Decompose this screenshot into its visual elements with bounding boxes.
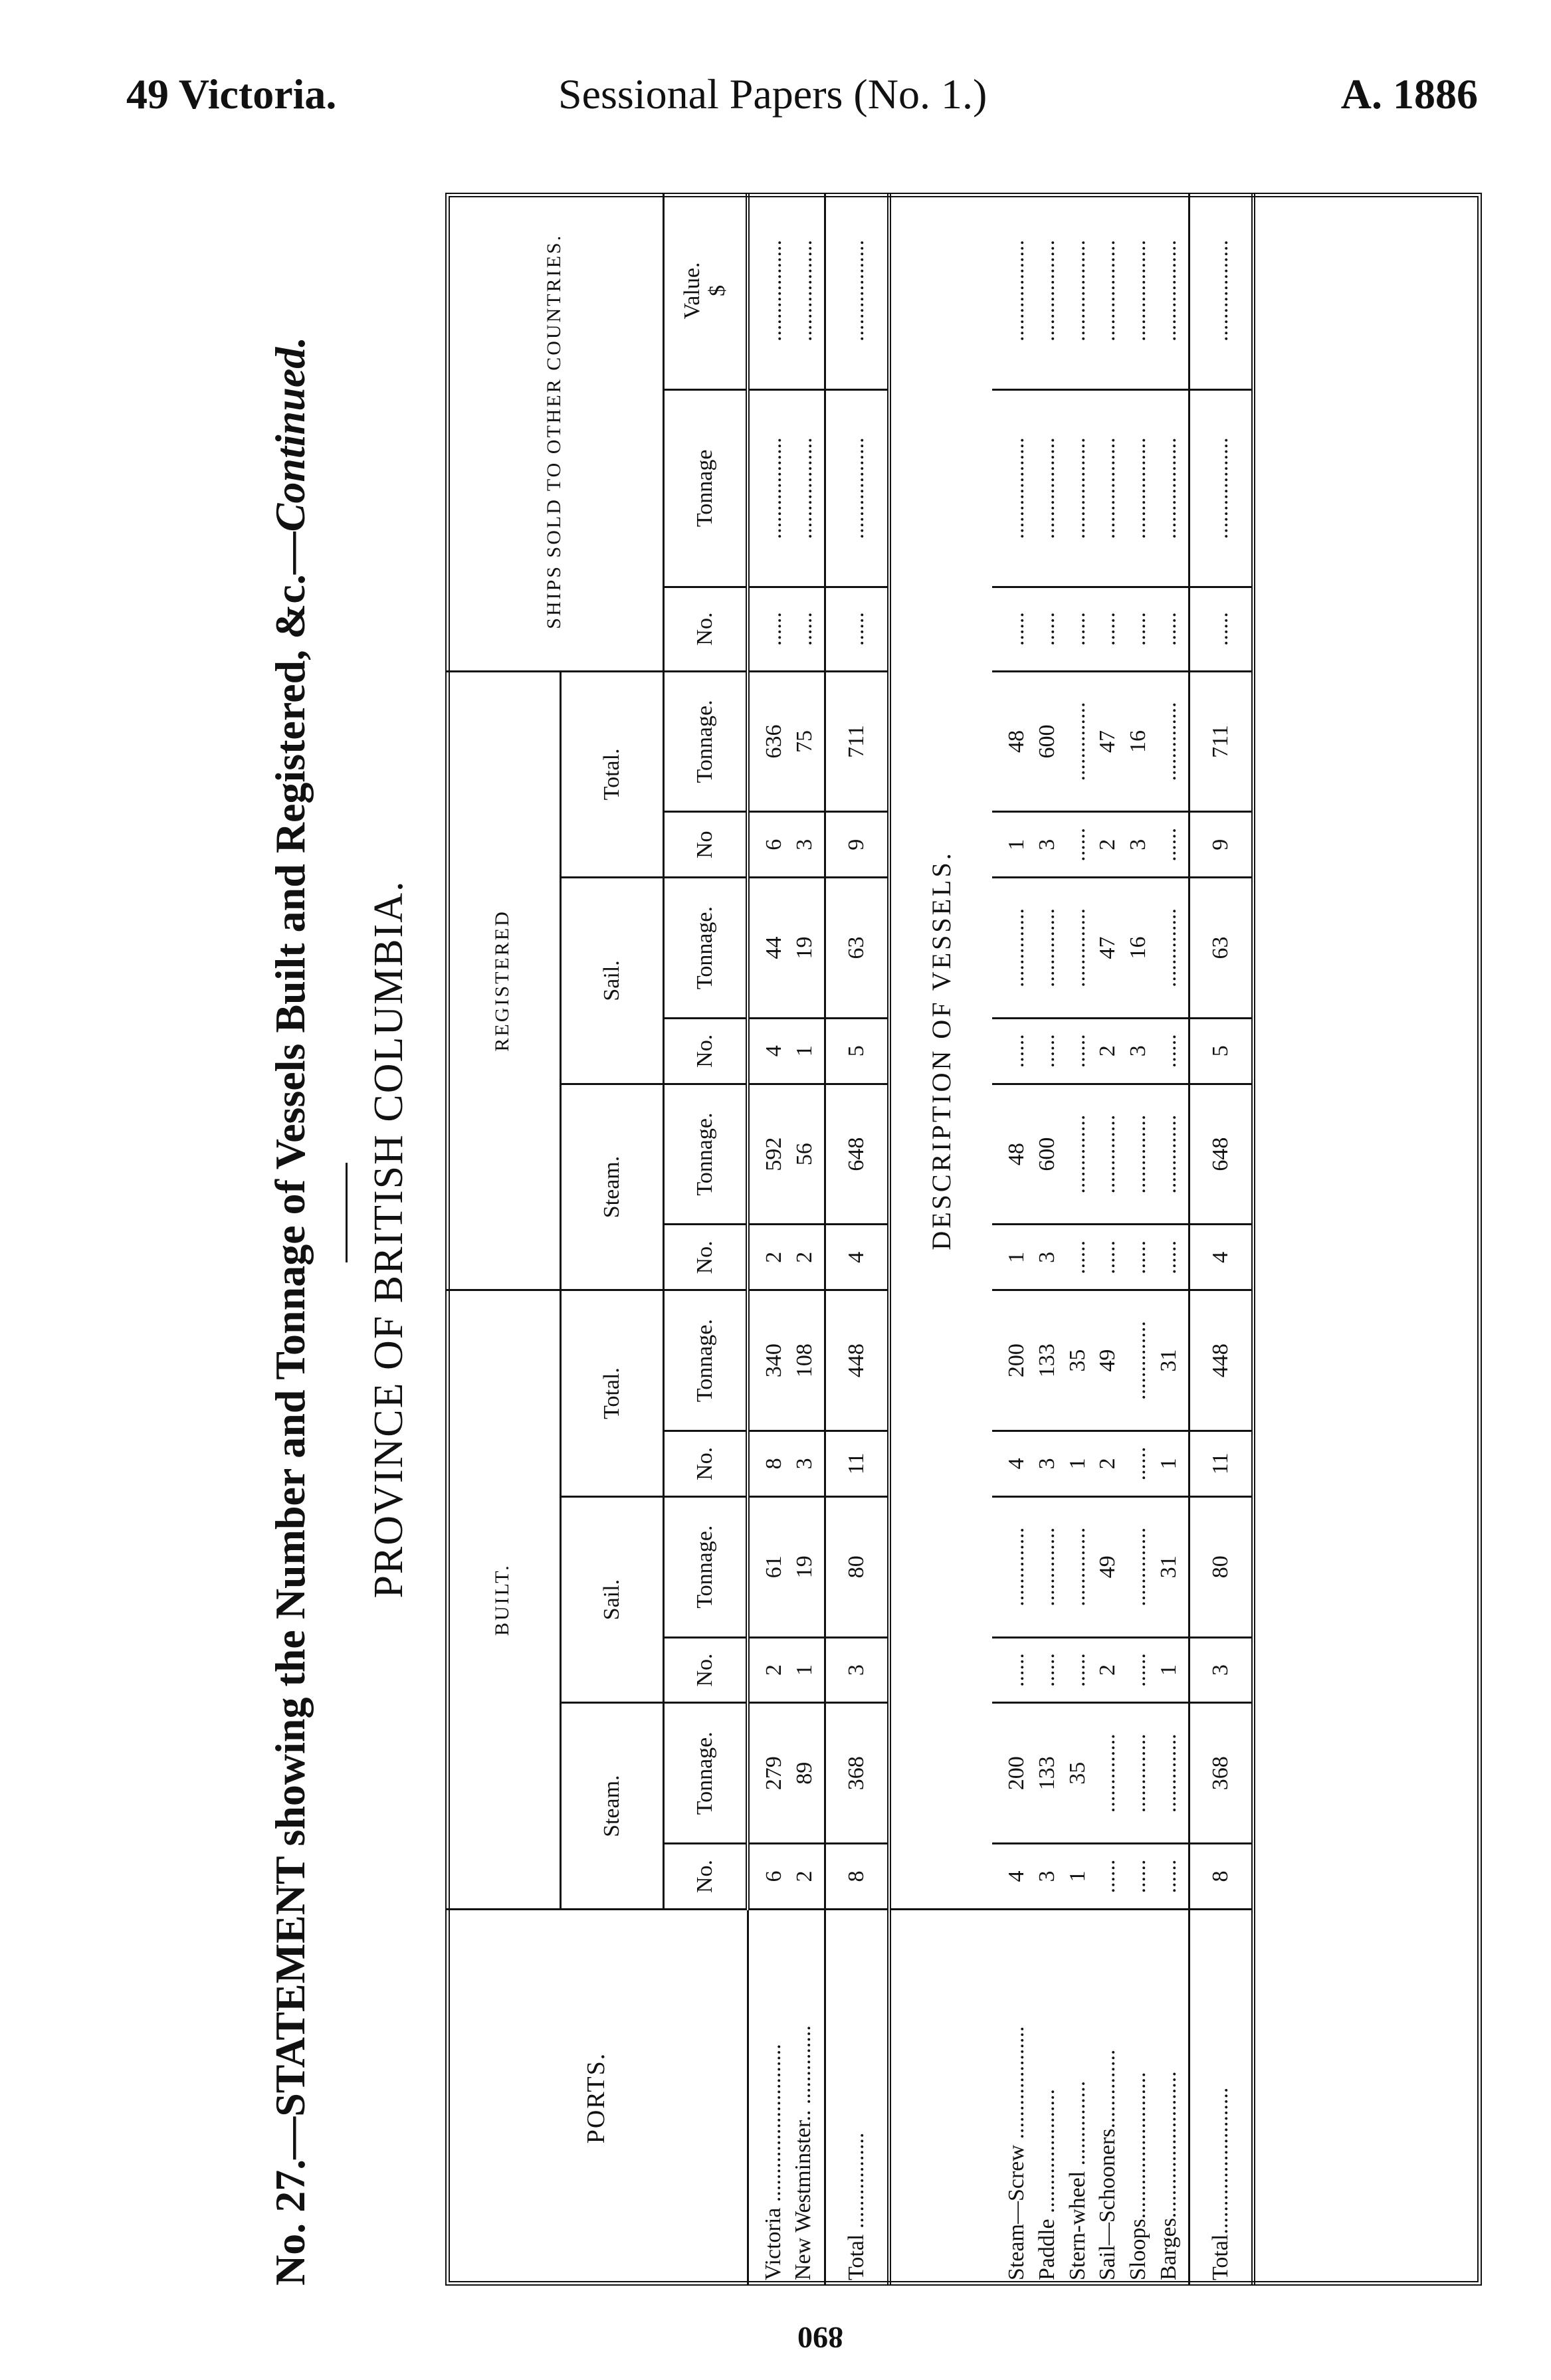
col-no: No. [664, 1431, 748, 1497]
total-cell: 3 [1189, 1637, 1254, 1703]
table-cell: .............. [1156, 1114, 1182, 1194]
column-values [992, 587, 1189, 671]
table-cell: .................. [1003, 240, 1029, 342]
table-cell: Steam—Screw .................... [1003, 2026, 1029, 2280]
table-cell: .................. [762, 437, 786, 540]
table-cell: .................. [1003, 437, 1029, 540]
table-cell: 2 [1095, 1664, 1120, 1676]
total-cell: .................. [1189, 193, 1254, 390]
total-cell: 368 [1189, 1703, 1254, 1844]
total-cell: Total.......................... [1189, 1909, 1254, 2286]
table-cell: .............. [1156, 908, 1182, 988]
table-cell: 600 [1034, 724, 1059, 759]
total-cell: 711 [825, 671, 889, 812]
table-cell: 1 [1065, 1870, 1090, 1882]
table-row [748, 193, 825, 2286]
table-cell: 2 [791, 1870, 817, 1882]
table-cell: 200 [1003, 1756, 1029, 1791]
total-cell: 80 [1189, 1496, 1254, 1637]
table-cell: 48 [1003, 730, 1029, 753]
header-year: A. 1886 [1340, 70, 1478, 118]
col-tonnage: Tonnage. [664, 671, 748, 812]
table-cell: .............. [1003, 1527, 1029, 1607]
total-cell: Total ................. [825, 1909, 889, 2286]
registered-total-header: Total. [561, 671, 664, 878]
table-cell: 4 [1003, 1458, 1029, 1470]
column-values [748, 587, 825, 671]
header-sessional-papers: Sessional Papers (No. 1.) [558, 70, 987, 118]
table-cell: 592 [762, 1137, 786, 1171]
column-values [748, 193, 825, 390]
column-values [748, 812, 825, 878]
table-cell: 2 [791, 1251, 817, 1263]
table-cell: 31 [1156, 1349, 1182, 1372]
table-cell: .............. [1095, 1734, 1120, 1813]
table-cell: 75 [791, 730, 817, 753]
built-steam-header: Steam. [561, 1703, 664, 1910]
table-cell: 3 [1034, 839, 1059, 850]
col-tonnage: Tonnage [664, 390, 748, 587]
table-cell: ...... [1065, 1652, 1090, 1687]
col-no: No. [664, 1018, 748, 1084]
column-values [992, 1703, 1189, 1844]
table-cell: 3 [1034, 1458, 1059, 1470]
table-cell: .................. [1156, 240, 1182, 342]
column-values [748, 390, 825, 587]
total-cell: 5 [825, 1018, 889, 1084]
col-no: No. [664, 1844, 748, 1910]
table-cell: ...... [1095, 1859, 1120, 1894]
column-values [992, 812, 1189, 878]
total-cell: 11 [1189, 1431, 1254, 1497]
table-cell: 6 [762, 1870, 786, 1882]
column-values [992, 878, 1189, 1019]
table-cell: .................. [1034, 240, 1059, 342]
table-cell: .................. [762, 240, 786, 342]
table-cell: ...... [1003, 1652, 1029, 1687]
total-cell: 5 [1189, 1018, 1254, 1084]
column-values [992, 193, 1189, 390]
total-cell: 11 [825, 1431, 889, 1497]
table-cell: ...... [791, 612, 817, 646]
column-values [748, 1844, 825, 1910]
table-cell: 4 [1003, 1870, 1029, 1882]
total-cell: .................. [1189, 390, 1254, 587]
total-row [825, 193, 889, 2286]
table-cell: Sloops.......................... [1126, 2072, 1151, 2280]
col-tonnage: Tonnage. [664, 1290, 748, 1431]
table-cell: 600 [1034, 1137, 1059, 1171]
table-cell: .............. [1126, 1734, 1151, 1813]
column-values [992, 1496, 1189, 1637]
table-cell: ...... [1126, 1240, 1151, 1274]
table-cell: .............. [1156, 702, 1182, 781]
column-values [748, 671, 825, 812]
column-values [748, 1084, 825, 1225]
statement-title [266, 193, 315, 2286]
table-cell: ...... [1126, 1652, 1151, 1687]
table-cell: .............. [1065, 1527, 1090, 1607]
table-cell: ...... [1156, 827, 1182, 862]
total-cell: 9 [825, 812, 889, 878]
table-cell: ...... [1065, 1034, 1090, 1068]
table-cell: 1 [1156, 1458, 1182, 1470]
table-cell: 1 [791, 1664, 817, 1676]
table-cell: 636 [762, 724, 786, 759]
built-total-header: Total. [561, 1290, 664, 1497]
table-cell: 16 [1126, 936, 1151, 959]
total-cell: .................. [825, 390, 889, 587]
col-tonnage: Tonnage. [664, 1703, 748, 1844]
table-cell: .............. [1034, 1527, 1059, 1607]
total-cell: 80 [825, 1496, 889, 1637]
table-cell: .............. [1126, 1527, 1151, 1607]
table-cell: Paddle ...................... [1034, 2088, 1059, 2280]
col-no: No [664, 812, 748, 878]
table-cell: .............. [1095, 1114, 1120, 1194]
ports-body [748, 193, 889, 2286]
column-values [748, 1225, 825, 1290]
table-cell: 133 [1034, 1756, 1059, 1791]
table-cell: 1 [791, 1045, 817, 1057]
table-cell: 3 [791, 1458, 817, 1470]
rotated-content [153, 193, 1482, 2286]
total-cell: 9 [1189, 812, 1254, 878]
table-cell: 200 [1003, 1343, 1029, 1378]
table-cell: 1 [1065, 1458, 1090, 1470]
col-tonnage: Tonnage. [664, 1496, 748, 1637]
built-header: BUILT. [445, 1290, 561, 1910]
table-cell: ...... [1034, 612, 1059, 646]
registered-sail-header: Sail. [561, 878, 664, 1084]
table-cell: New Westminster.. .............. [791, 2025, 816, 2280]
column-values [748, 1496, 825, 1637]
table-cell: 1 [1003, 1251, 1029, 1263]
table-cell: ...... [1003, 612, 1029, 646]
title-continued: Continued. [266, 336, 314, 532]
description-heading: DESCRIPTION OF VESSELS. [889, 193, 992, 1909]
row-labels [992, 1909, 1189, 2286]
column-values [748, 1703, 825, 1844]
page-number: 890 [797, 2321, 843, 2355]
table-cell: .............. [1065, 702, 1090, 781]
total-cell: 4 [1189, 1225, 1254, 1290]
column-values [992, 1431, 1189, 1497]
table-cell: .................. [791, 437, 817, 540]
col-value [664, 193, 748, 390]
column-values [992, 1844, 1189, 1910]
table-cell: ...... [1156, 1859, 1182, 1894]
table-cell: 2 [1095, 1458, 1120, 1470]
table-cell: .................. [1095, 437, 1120, 540]
total-cell: 648 [1189, 1084, 1254, 1225]
column-values [748, 1018, 825, 1084]
total-cell: 368 [825, 1703, 889, 1844]
province-heading: PROVINCE OF BRITISH COLUMBIA. [366, 880, 411, 1599]
table-cell: .................. [1065, 437, 1090, 540]
total-cell: 711 [1189, 671, 1254, 812]
table-cell: .............. [1003, 908, 1029, 988]
column-values [748, 1290, 825, 1431]
table-cell: .............. [1065, 908, 1090, 988]
total-cell: 448 [1189, 1290, 1254, 1431]
column-values [992, 1225, 1189, 1290]
table-cell: .............. [1034, 908, 1059, 988]
table-cell: .............. [1126, 1321, 1151, 1401]
built-sail-header: Sail. [561, 1496, 664, 1703]
column-values [992, 671, 1189, 812]
table-cell: 89 [791, 1761, 817, 1785]
table-cell: 19 [791, 1555, 817, 1579]
table-cell: ...... [1156, 612, 1182, 646]
table-cell: 48 [1003, 1143, 1029, 1166]
column-values [992, 390, 1189, 587]
table-cell: Sail—Schooners.............. [1095, 2049, 1120, 2280]
column-values [992, 1637, 1189, 1703]
table-cell: 1 [1003, 839, 1029, 850]
table-cell: .................. [1095, 240, 1120, 342]
table-row [992, 193, 1189, 2286]
total-cell: 448 [825, 1290, 889, 1431]
column-values [992, 1084, 1189, 1225]
table-cell: ...... [1095, 612, 1120, 646]
col-value-label: Value. [680, 262, 704, 320]
header-session: 49 Victoria. [126, 70, 337, 118]
total-cell: ...... [1189, 587, 1254, 671]
total-cell: 8 [1189, 1844, 1254, 1910]
table-cell: 49 [1095, 1555, 1120, 1579]
table-cell: 2 [762, 1664, 786, 1676]
total-cell: 3 [825, 1637, 889, 1703]
total-cell: .................. [825, 193, 889, 390]
title-rule [346, 1163, 348, 1262]
column-values [748, 1431, 825, 1497]
table-cell: ...... [1126, 1859, 1151, 1894]
table-cell: 133 [1034, 1343, 1059, 1378]
col-no: No. [664, 587, 748, 671]
table-cell: 3 [1126, 1045, 1151, 1057]
table-cell: .................. [1126, 240, 1151, 342]
table-cell: 6 [762, 839, 786, 850]
registered-header: REGISTERED [445, 671, 561, 1290]
table-cell: .................. [791, 240, 817, 342]
col-no: No. [664, 1225, 748, 1290]
total-cell: 8 [825, 1844, 889, 1910]
table-cell: ...... [1156, 1034, 1182, 1068]
table-cell: 61 [762, 1555, 786, 1579]
table-cell: .................. [1126, 437, 1151, 540]
table-cell: 3 [1126, 839, 1151, 850]
table-cell: 3 [1034, 1251, 1059, 1263]
table-cell: 2 [1095, 1045, 1120, 1057]
table-cell: ...... [1095, 1240, 1120, 1274]
table-cell: .............. [1126, 1114, 1151, 1194]
table-cell: Stern-wheel ............... [1065, 2080, 1090, 2280]
table-cell: .............. [1156, 1734, 1182, 1813]
table-cell: 3 [791, 839, 817, 850]
column-values [992, 1018, 1189, 1084]
table-cell: ...... [1126, 1446, 1151, 1481]
table-cell: 44 [762, 936, 786, 959]
table-cell: ...... [1065, 827, 1090, 862]
column-values [748, 878, 825, 1019]
table-cell: ...... [762, 612, 786, 646]
vessels-table [445, 193, 1255, 2286]
total-cell: 63 [825, 878, 889, 1019]
total-cell: 648 [825, 1084, 889, 1225]
table-cell: ...... [1126, 612, 1151, 646]
vessels-body [992, 193, 1253, 2286]
column-values [748, 1637, 825, 1703]
table-cell: .............. [1065, 1114, 1090, 1194]
column-values [992, 1290, 1189, 1431]
table-cell: 56 [791, 1143, 817, 1166]
table-cell: .................. [1034, 437, 1059, 540]
total-cell: 63 [1189, 878, 1254, 1019]
table-cell: 279 [762, 1756, 786, 1791]
table-cell: .................. [1065, 240, 1090, 342]
table-cell: 19 [791, 936, 817, 959]
table-cell: 2 [1095, 839, 1120, 850]
total-cell: ...... [825, 587, 889, 671]
description-section-row [889, 193, 992, 2286]
total-cell: 4 [825, 1225, 889, 1290]
registered-steam-header: Steam. [561, 1084, 664, 1290]
ports-header: PORTS. [445, 1909, 748, 2286]
table-cell: ...... [1003, 1034, 1029, 1068]
table-cell: ...... [1034, 1652, 1059, 1687]
total-row [1189, 193, 1254, 2286]
table-cell: 108 [791, 1343, 817, 1378]
table-cell: 47 [1095, 730, 1120, 753]
table-cell: ...... [1065, 612, 1090, 646]
col-no: No. [664, 1637, 748, 1703]
table-cell: ...... [1034, 1034, 1059, 1068]
table-cell: 2 [762, 1251, 786, 1263]
table-cell: 1 [1156, 1664, 1182, 1676]
row-labels [748, 1909, 825, 2286]
table-cell: ...... [1156, 1240, 1182, 1274]
table-cell: 16 [1126, 730, 1151, 753]
table-cell: 47 [1095, 936, 1120, 959]
currency-symbol: $ [705, 285, 730, 297]
table-cell: 31 [1156, 1555, 1182, 1579]
table-cell: Victoria ............................ [760, 2044, 785, 2280]
table-cell: ...... [1065, 1240, 1090, 1274]
title-main: No. 27.—STATEMENT showing the Number and Tonnage of Vessels Built and Registered, &c.— [266, 532, 314, 2286]
col-tonnage: Tonnage. [664, 1084, 748, 1225]
table-cell: 35 [1065, 1761, 1090, 1785]
table-cell: Barges.......................... [1156, 2071, 1182, 2280]
table-cell: 35 [1065, 1349, 1090, 1372]
table-cell: .................. [1156, 437, 1182, 540]
table-cell: 49 [1095, 1349, 1120, 1372]
table-cell: 3 [1034, 1870, 1059, 1882]
table-cell: 340 [762, 1343, 786, 1378]
col-tonnage: Tonnage. [664, 878, 748, 1019]
table-cell: 4 [762, 1045, 786, 1057]
table-cell: 8 [762, 1458, 786, 1470]
sold-header: SHIPS SOLD TO OTHER COUNTRIES. [445, 193, 664, 671]
